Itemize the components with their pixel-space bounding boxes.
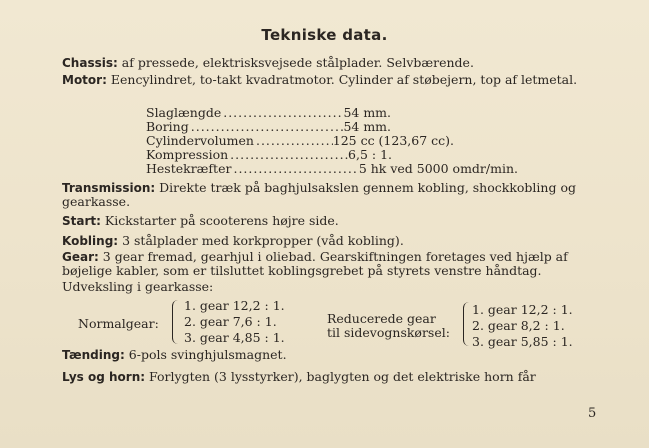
motor-text: Eencylindret, to-takt kvadratmotor. Cylinder af støbejern, top af letmetal. [110,72,578,87]
motor-spec-list [146,106,526,176]
reduceret-line: 2. gear 8,2 : 1. [472,318,565,333]
chassis-label: Chassis: [62,56,118,70]
taending-paragraph [62,348,602,362]
spec-key: Kompression [146,147,229,162]
spec-key: Cylindervolumen [146,133,254,148]
normalgear-line: 2. gear 7,6 : 1. [184,314,277,329]
start-text: Kickstarter på scooterens højre side. [104,213,339,228]
spec-leader [189,120,344,134]
spec-key: Slaglængde [146,105,222,120]
lys-text: Forlygten (3 lysstyrker), baglygten og det elektriske horn får [149,369,536,384]
normalgear-line: 3. gear 4,85 : 1. [184,330,285,345]
taending-label: Tænding: [62,348,125,362]
chassis-paragraph [62,56,602,70]
reduceret-line: 3. gear 5,85 : 1. [472,334,573,349]
transmission-text: Direkte træk på baghjulsakslen gennem kobling, shockkobling og gearkasse. [62,180,576,209]
spec-row [146,134,454,148]
reduceret-brace [463,302,470,346]
spec-leader [221,106,343,120]
reduceret-line: 1. gear 12,2 : 1. [472,302,573,317]
spec-leader [254,134,333,148]
taending-text: 6-pols svinghjulsmagnet. [128,347,287,362]
spec-row [146,162,518,176]
start-label: Start: [62,214,101,228]
transmission-label: Transmission: [62,181,156,195]
kobling-label: Kobling: [62,234,119,248]
gear-label: Gear: [62,250,99,264]
gear-paragraph [62,250,607,278]
transmission-paragraph [62,181,602,209]
spec-row [146,148,392,162]
reduceret-label-line2: til sidevognskørsel: [327,325,450,340]
motor-label: Motor: [62,73,107,87]
udveksling-heading: Udveksling i gearkasse: [62,279,214,294]
kobling-paragraph [62,234,602,248]
spec-value: 5 hk ved 5000 omdr/min. [358,161,518,176]
spec-leader [228,148,348,162]
spec-key: Hestekræfter [146,161,232,176]
spec-value: 54 mm. [343,105,391,120]
page-title: Tekniske data. [261,26,388,44]
lys-paragraph [62,370,607,384]
gear-text: 3 gear fremad, gearhjul i oliebad. Gearskiftningen foretages ved hjælp af bøjelige kabler, som er tilsluttet koblingsgrebet på styrets venstre håndtag. [62,249,568,278]
spec-value: 125 cc (123,67 cc). [332,133,454,148]
motor-paragraph [62,73,607,87]
kobling-text: 3 stålplader med korkpropper (våd kobling). [122,233,404,248]
start-paragraph [62,214,602,228]
normalgear-label: Normalgear: [78,316,159,331]
spec-row [146,120,391,134]
spec-value: 6,5 : 1. [348,147,392,162]
page-number: 5 [588,406,597,421]
lys-label: Lys og horn: [62,370,146,384]
spec-row [146,106,391,120]
spec-value: 54 mm. [343,119,391,134]
normalgear-line: 1. gear 12,2 : 1. [184,298,285,313]
spec-leader [231,162,358,176]
spec-key: Boring [146,119,189,134]
chassis-text: af pressede, elektrisksvejsede stålplader. Selvbærende. [121,55,474,70]
normalgear-brace [172,300,179,344]
reduceret-label-line1: Reducerede gear [327,311,436,326]
